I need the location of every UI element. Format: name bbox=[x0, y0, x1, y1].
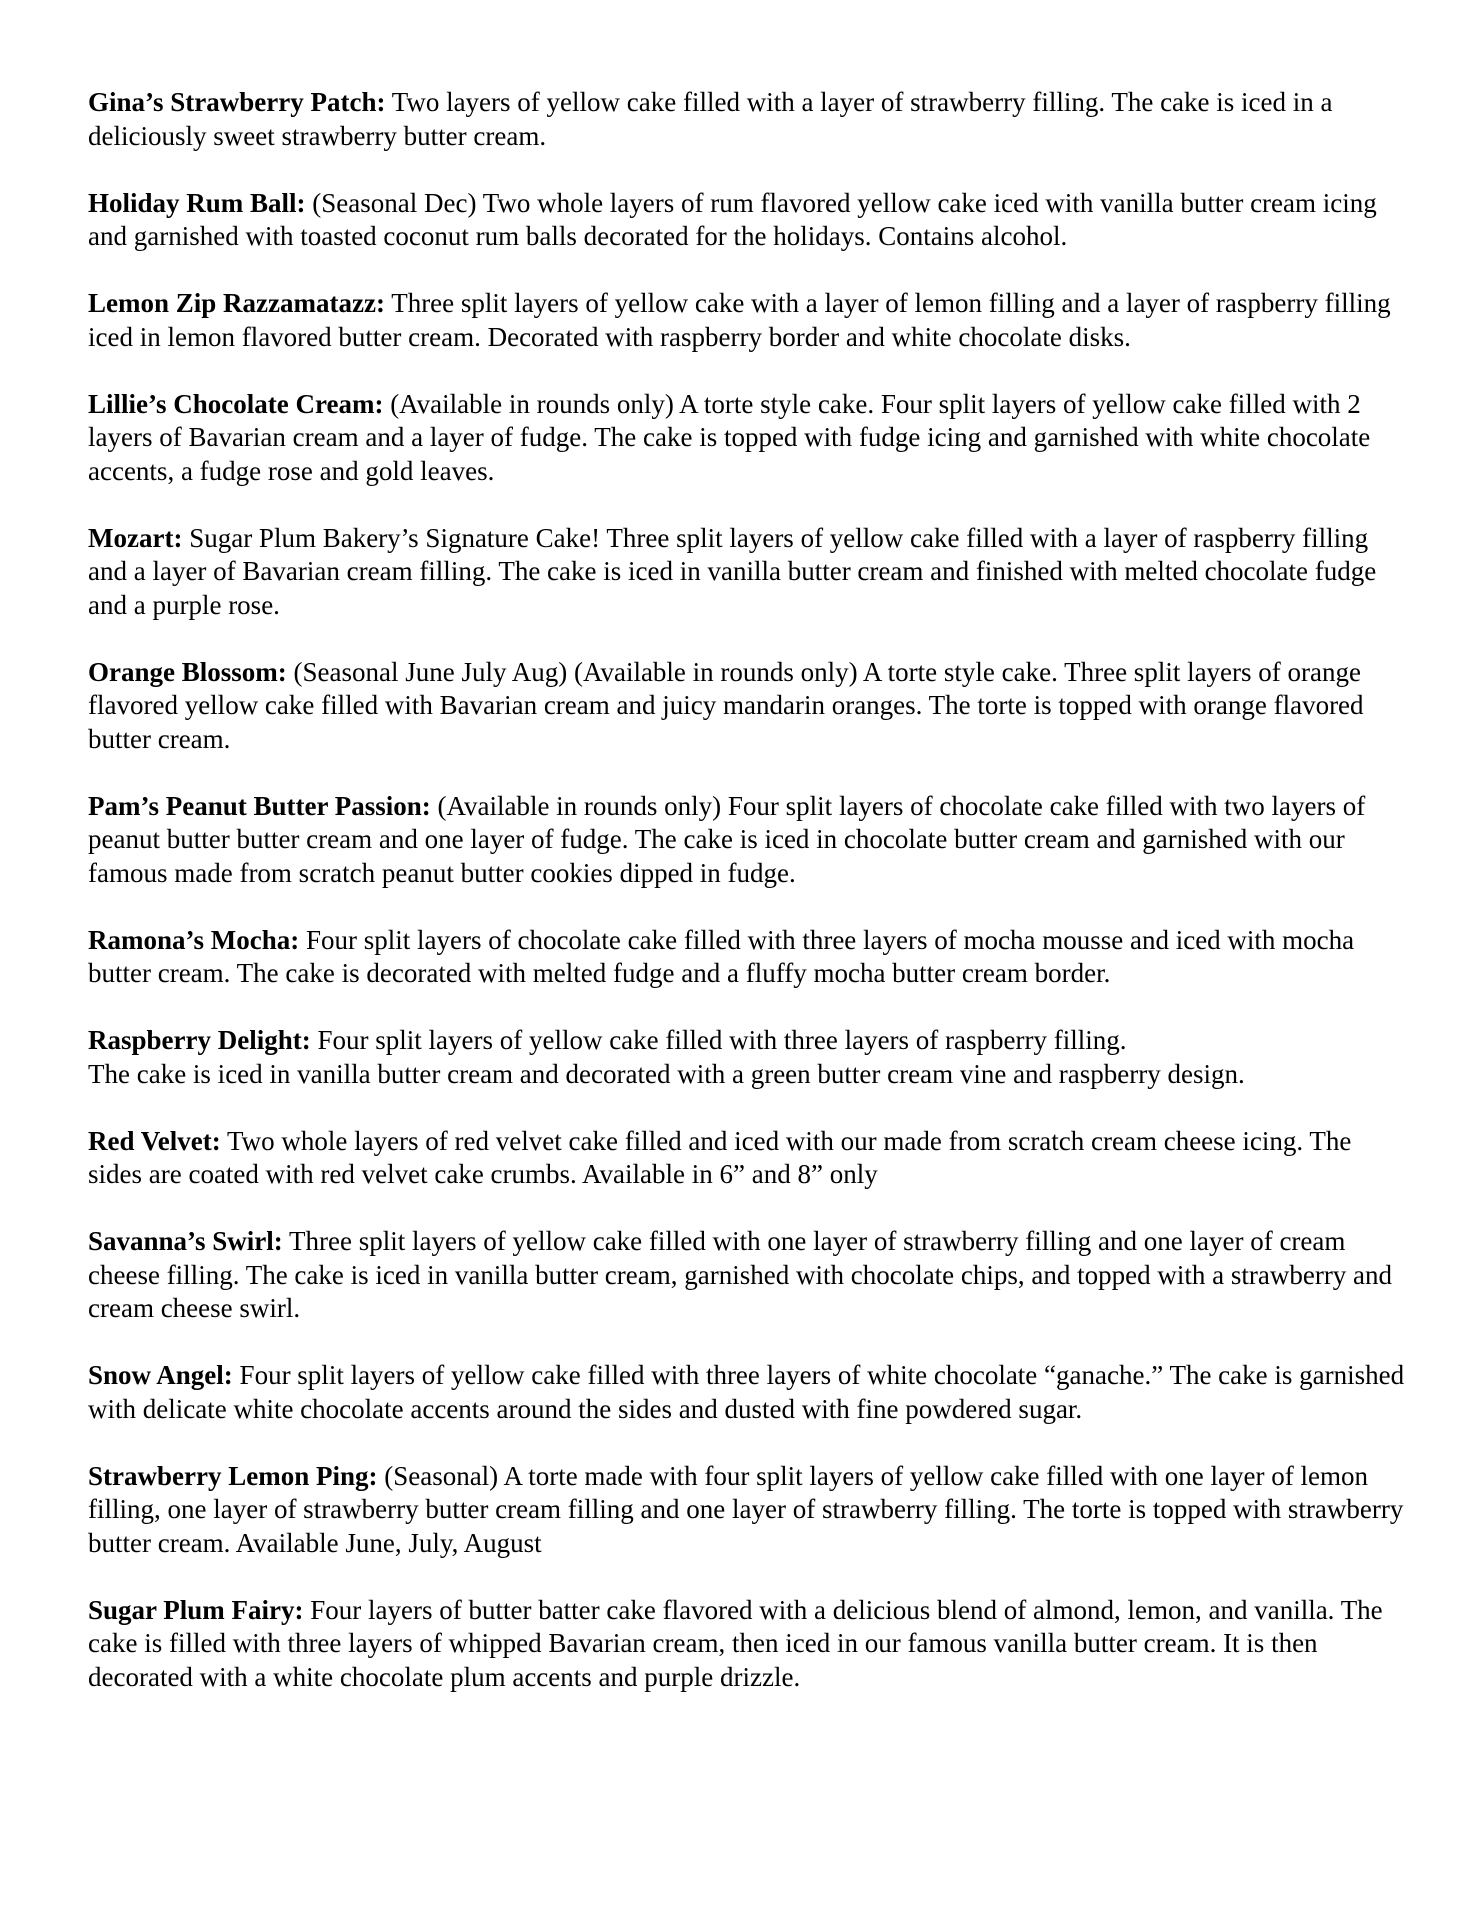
cake-name: Mozart: bbox=[88, 522, 183, 553]
cake-entry-lillies-chocolate-cream bbox=[88, 388, 1408, 489]
cake-entry-ramonas-mocha bbox=[88, 924, 1408, 991]
cake-description: (Seasonal) A torte made with four split layers of yellow cake filled with one layer of lemon filling, one layer of strawberry butter cream filling and one layer of strawberry filling. The torte is topped with strawberry butter cream. Available June, July, August bbox=[88, 1460, 1404, 1558]
cake-description: Four split layers of yellow cake filled with three layers of white chocolate “ganache.” The cake is garnished with delicate white chocolate accents around the sides and dusted with fine powdered sugar. bbox=[88, 1360, 1405, 1424]
cake-name: Snow Angel: bbox=[88, 1360, 233, 1390]
cake-entry-red-velvet bbox=[88, 1125, 1408, 1192]
cake-name: Lemon Zip Razzamatazz: bbox=[88, 288, 385, 318]
cake-entry-snow-angel bbox=[88, 1359, 1408, 1426]
cake-name: Strawberry Lemon Ping: bbox=[88, 1460, 378, 1491]
cake-entry-lemon-zip-razzamatazz bbox=[88, 287, 1408, 354]
cake-entry-mozart bbox=[88, 522, 1408, 623]
cake-name: Sugar Plum Fairy: bbox=[88, 1594, 304, 1625]
cake-description: (Available in rounds only) Four split layers of chocolate cake filled with two layers of peanut butter butter cream and one layer of fudge. The cake is iced in chocolate butter cream and garnished with our famous made from scratch peanut butter cookies dipped in fudge. bbox=[88, 790, 1366, 888]
cake-entry-pams-peanut-butter-passion bbox=[88, 790, 1408, 891]
cake-name: Red Velvet: bbox=[88, 1125, 221, 1156]
cake-description: Three split layers of yellow cake filled with one layer of strawberry filling and one layer of cream cheese filling. The cake is iced in vanilla butter cream, garnished with chocolate chips, and topped with a strawberry and cream cheese swirl. bbox=[88, 1226, 1393, 1323]
cake-descriptions-page bbox=[88, 86, 1408, 1728]
cake-description: (Seasonal Dec) Two whole layers of rum flavored yellow cake iced with vanilla butter cream icing and garnished with toasted coconut rum balls decorated for the holidays. Contains alcohol. bbox=[88, 187, 1377, 251]
cake-description: (Seasonal June July Aug) (Available in rounds only) A torte style cake. Three split layers of orange flavored yellow cake filled with Bavarian cream and juicy mandarin oranges. The torte is topped with orange flavored butter cream. bbox=[88, 656, 1364, 754]
cake-entry-raspberry-delight bbox=[88, 1024, 1408, 1091]
cake-entry-sugar-plum-fairy bbox=[88, 1594, 1408, 1695]
cake-entry-orange-blossom bbox=[88, 656, 1408, 757]
cake-name: Pam’s Peanut Butter Passion: bbox=[88, 790, 431, 821]
cake-name: Raspberry Delight: bbox=[88, 1025, 311, 1055]
cake-name: Savanna’s Swirl: bbox=[88, 1226, 283, 1256]
cake-description: Two layers of yellow cake filled with a layer of strawberry filling. The cake is iced in a deliciously sweet strawberry butter cream. bbox=[88, 87, 1333, 151]
cake-description: Three split layers of yellow cake with a layer of lemon filling and a layer of raspberry filling iced in lemon flavored butter cream. Decorated with raspberry border and white chocolate disks. bbox=[88, 288, 1391, 352]
cake-entry-ginas-strawberry-patch bbox=[88, 86, 1408, 153]
cake-name: Gina’s Strawberry Patch: bbox=[88, 87, 386, 117]
cake-description: Sugar Plum Bakery’s Signature Cake! Three split layers of yellow cake filled with a layer of raspberry filling and a layer of Bavarian cream filling. The cake is iced in vanilla butter cream and finished with melted chocolate fudge and a purple rose. bbox=[88, 522, 1377, 620]
cake-entry-strawberry-lemon-ping bbox=[88, 1460, 1408, 1561]
cake-description: Four layers of butter batter cake flavored with a delicious blend of almond, lemon, and vanilla. The cake is filled with three layers of whipped Bavarian cream, then iced in our famous vanilla butter cream. It is then decorated with a white chocolate plum accents and purple drizzle. bbox=[88, 1594, 1383, 1692]
cake-entry-holiday-rum-ball bbox=[88, 187, 1408, 254]
cake-entry-savannas-swirl bbox=[88, 1225, 1408, 1326]
cake-name: Ramona’s Mocha: bbox=[88, 924, 300, 955]
cake-name: Orange Blossom: bbox=[88, 656, 287, 687]
cake-name: Lillie’s Chocolate Cream: bbox=[88, 388, 384, 419]
cake-description: Two whole layers of red velvet cake filled and iced with our made from scratch cream cheese icing. The sides are coated with red velvet cake crumbs. Available in 6” and 8” only bbox=[88, 1125, 1352, 1189]
cake-name: Holiday Rum Ball: bbox=[88, 187, 306, 218]
cake-description: Four split layers of yellow cake filled with three layers of raspberry filling. The cake is iced in vanilla butter cream and decorated with a green butter cream vine and raspberry design. bbox=[88, 1025, 1245, 1089]
cake-description: (Available in rounds only) A torte style cake. Four split layers of yellow cake filled with 2 layers of Bavarian cream and a layer of fudge. The cake is topped with fudge icing and garnished with white chocolate accents, a fudge rose and gold leaves. bbox=[88, 388, 1371, 486]
cake-description: Four split layers of chocolate cake filled with three layers of mocha mousse and iced with mocha butter cream. The cake is decorated with melted fudge and a fluffy mocha butter cream border. bbox=[88, 924, 1355, 988]
